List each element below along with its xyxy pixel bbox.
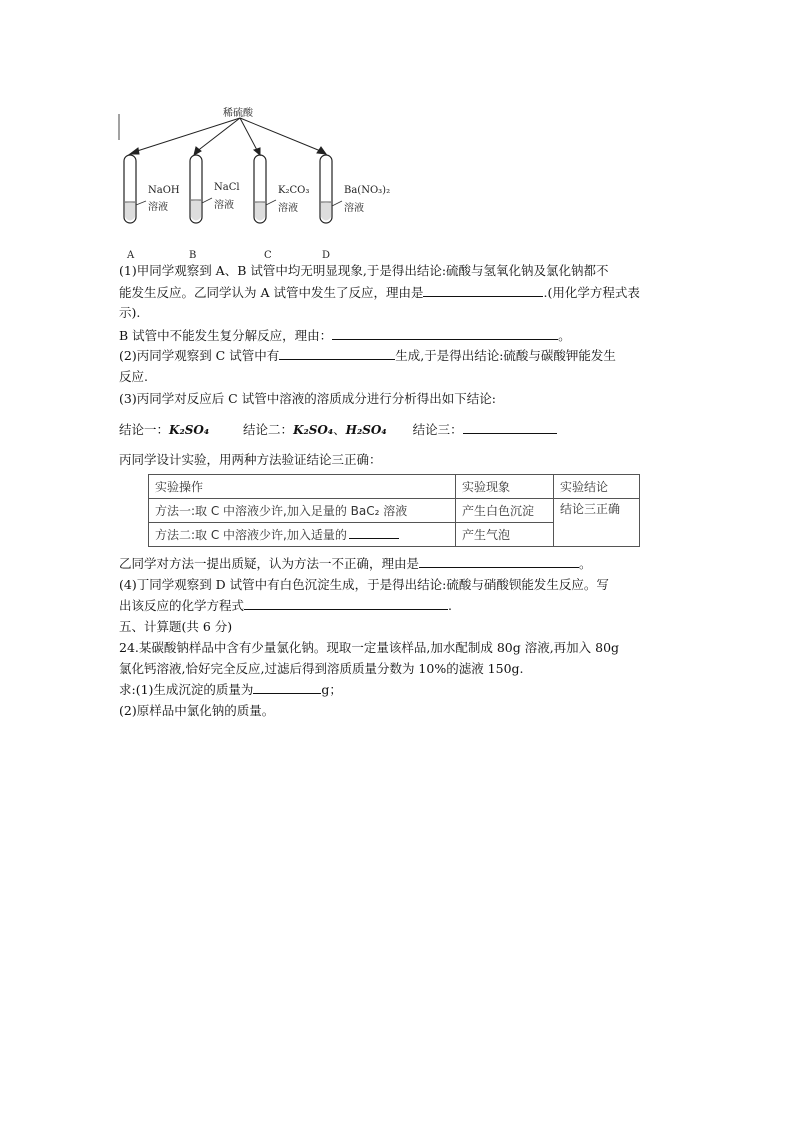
q4-line1: (4)丁同学观察到 D 试管中有白色沉淀生成，于是得出结论:硫酸与硝酸钡能发生反应。写 xyxy=(119,577,609,592)
method2-operation-cell xyxy=(149,523,456,547)
q4-line2-tail: . xyxy=(448,598,452,613)
q3-doubt-blank[interactable] xyxy=(419,555,579,568)
method1-operation: 方法一:取 C 中溶液少许,加入足量的 BaC₂ 溶液 xyxy=(149,499,456,523)
q3-doubt-text: 乙同学对方法一提出质疑，认为方法一不正确，理由是 xyxy=(119,556,420,571)
conclusion1-formula: K₂SO₄ xyxy=(169,423,210,437)
q3-line1: (3)丙同学对反应后 C 试管中溶液的溶质成分进行分析得出如下结论: xyxy=(119,391,496,406)
q1-blank-equation[interactable] xyxy=(423,284,543,297)
p24-line2: 氯化钙溶液,恰好完全反应,过滤后得到溶质质量分数为 10%的滤液 150g. xyxy=(119,661,524,676)
method2-phenomenon: 产生气泡 xyxy=(456,523,554,547)
q3-doubt-tail: 。 xyxy=(579,556,592,571)
tube-a xyxy=(124,155,146,223)
q4-equation-blank[interactable] xyxy=(244,597,448,610)
reagent-label: 稀硫酸 xyxy=(223,108,253,119)
p24-ask1 xyxy=(119,681,342,699)
tube-c-suffix: 溶液 xyxy=(278,203,298,214)
arrows xyxy=(130,118,326,155)
tube-c xyxy=(254,155,276,223)
tube-a-letter: A xyxy=(127,250,135,261)
q4-line2 xyxy=(119,597,452,615)
tube-b-letter: B xyxy=(189,250,197,261)
q1-line2-tail: .(用化学方程式表 xyxy=(543,285,640,300)
q1-line4-tail: 。 xyxy=(558,328,571,343)
tube-d-letter: D xyxy=(322,250,331,261)
q3-doubt xyxy=(119,555,592,573)
p24-ask1-unit: g； xyxy=(321,682,342,697)
header-conclusion: 实验结论 xyxy=(554,475,640,499)
tube-b-suffix: 溶液 xyxy=(214,200,234,211)
test-tube-diagram xyxy=(118,100,418,265)
conclusion3-label: 结论三： xyxy=(412,422,463,437)
p24-ask2: (2)原样品中氯化钠的质量。 xyxy=(119,703,275,718)
q3-design: 丙同学设计实验，用两种方法验证结论三正确： xyxy=(119,452,382,467)
tube-d-suffix: 溶液 xyxy=(344,203,364,214)
method2-blank[interactable] xyxy=(349,526,399,539)
table-header-row xyxy=(149,475,640,499)
tube-b xyxy=(190,155,212,223)
tube-a-suffix: 溶液 xyxy=(148,202,168,213)
q1-line3: 示). xyxy=(119,305,141,320)
header-operation: 实验操作 xyxy=(149,475,456,499)
conclusion2-label: 结论二： xyxy=(243,422,294,437)
method2-operation: 方法二:取 C 中溶液少许,加入适量的 xyxy=(155,528,347,542)
q1-line2-text: 能发生反应。乙同学认为 A 试管中发生了反应，理由是 xyxy=(119,285,424,300)
conclusion1-label: 结论一： xyxy=(119,422,170,437)
p24-ask1-text: 求:(1)生成沉淀的质量为 xyxy=(119,682,254,697)
table-row xyxy=(149,499,640,523)
conclusion2-formula-a: K₂SO₄ xyxy=(293,423,334,437)
q2-line1-tail: 生成,于是得出结论:硫酸与碳酸钾能发生 xyxy=(395,348,616,363)
conclusion2-separator: 、 xyxy=(333,422,346,437)
q2-line1-text: (2)丙同学观察到 C 试管中有 xyxy=(119,348,280,363)
tube-d xyxy=(320,155,342,223)
q1-line2 xyxy=(119,284,640,302)
header-phenomenon: 实验现象 xyxy=(456,475,554,499)
p24-line1: 24.某碳酸钠样品中含有少量氯化钠。现取一定量该样品,加水配制成 80g 溶液,再加入 80g xyxy=(119,640,620,655)
section5-heading: 五、计算题(共 6 分) xyxy=(119,619,233,634)
q1-line4 xyxy=(119,327,571,345)
q4-line2-text: 出该反应的化学方程式 xyxy=(119,598,245,613)
p24-mass-blank[interactable] xyxy=(253,681,321,694)
conclusion2-formula-b: H₂SO₄ xyxy=(345,423,387,437)
tube-c-letter: C xyxy=(264,250,272,261)
tube-c-formula: K₂CO₃ xyxy=(278,185,310,196)
q2-blank-product[interactable] xyxy=(279,347,395,360)
q3-conclusions xyxy=(119,421,557,439)
tube-b-formula: NaCl xyxy=(214,182,240,193)
q1-line4-text: B 试管中不能发生复分解反应，理由： xyxy=(119,328,333,343)
method1-phenomenon: 产生白色沉淀 xyxy=(456,499,554,523)
q1-blank-reason[interactable] xyxy=(332,327,558,340)
q1-line1: (1)甲同学观察到 A、B 试管中均无明显现象,于是得出结论:硫酸与氢氧化钠及氯化钠都不 xyxy=(119,263,609,278)
q2-line2: 反应. xyxy=(119,369,148,384)
tube-d-formula: Ba(NO₃)₂ xyxy=(344,185,391,196)
experiment-table xyxy=(148,474,640,547)
method-conclusion: 结论三正确 xyxy=(554,499,640,547)
tube-a-formula: NaOH xyxy=(148,185,180,196)
conclusion3-blank[interactable] xyxy=(463,421,557,434)
q2-line1 xyxy=(119,347,616,365)
